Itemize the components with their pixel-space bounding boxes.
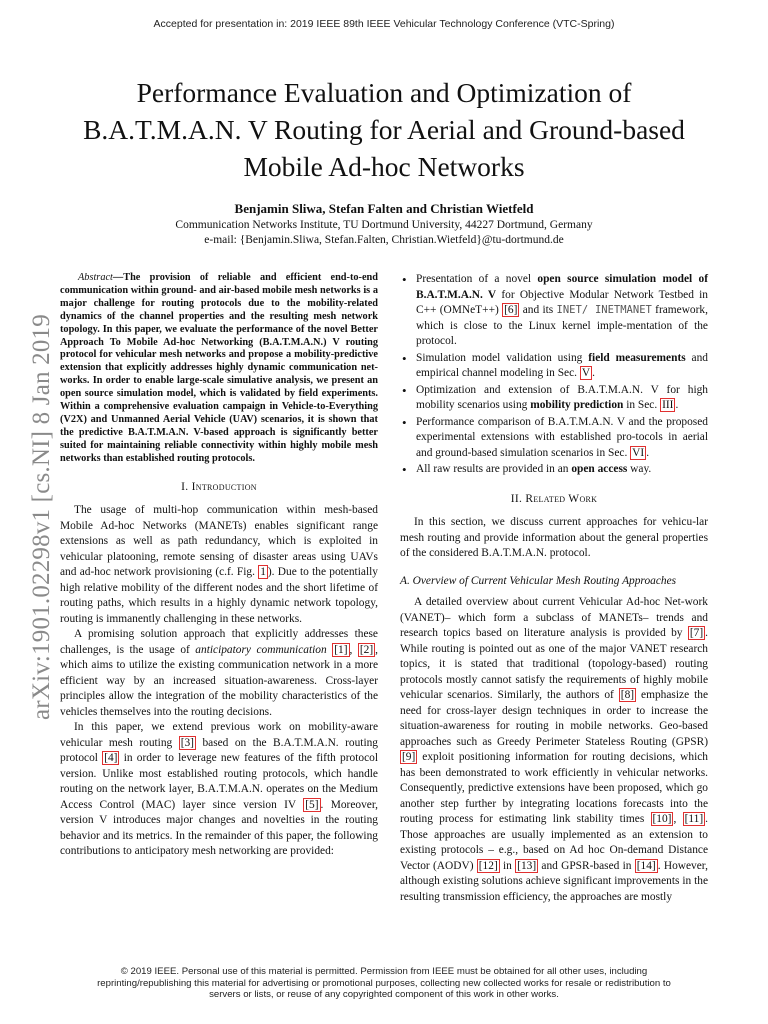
related-paragraph-1: In this section, we discuss current approaches for vehicu-lar mesh routing and provide information about the general properties of the considered B.A.T.M.A.N. protocol.: [400, 516, 708, 559]
email-line[interactable]: e-mail: {Benjamin.Sliwa, Stefan.Falten, Christian.Wietfeld}@tu-dortmund.de: [204, 234, 564, 246]
intro-paragraph-3: In this paper, we extend previous work on mobility-aware vehicular mesh routing [3] based on the B.A.T.M.A.N. routing protocol [4] in order to leverage new features of the fifth protocol version. Unlike most established routing protocols, which handle routing on the network layer, B.A.T.M.A.N. operates on the Medium Access Control (MAC) layer since version IV [5] . Moreover, version V introduces major changes and novelties in the routing behavior and its metrics. In the remainder of this paper, the following contributions to anticipatory mesh networking are provided:: [60, 721, 379, 858]
author-list: Benjamin Sliwa, Stefan Falten and Christian Wietfeld: [234, 201, 534, 216]
citation-link[interactable]: [8]: [620, 689, 635, 701]
copyright-notice: [90, 966, 678, 1001]
code-inetmanet: INETMANET: [594, 304, 652, 316]
citation-link[interactable]: [6]: [504, 304, 518, 316]
citation-link[interactable]: [9]: [402, 751, 416, 763]
citation-link[interactable]: [10]: [652, 813, 672, 825]
citation-link[interactable]: [2]: [359, 643, 374, 656]
citation-link[interactable]: [12]: [478, 859, 498, 872]
right-column: [400, 272, 708, 905]
subsection-heading: A. Overview of Current Vehicular Mesh Routing Approaches: [400, 574, 677, 587]
section-reference-link[interactable]: III: [662, 399, 674, 411]
citation-link[interactable]: [1]: [334, 643, 348, 656]
section-reference-link[interactable]: V: [581, 367, 591, 379]
arxiv-identifier[interactable]: arXiv:1901.02298v1 [cs.NI] 8 Jan 2019: [28, 314, 55, 720]
citation-link[interactable]: [3]: [180, 736, 194, 749]
conference-acceptance-note: Accepted for presentation in: 2019 IEEE 89th IEEE Vehicular Technology Conference (VTC-Spring): [153, 18, 615, 30]
intro-paragraph-1: The usage of multi-hop communication within mesh-based Mobile Ad-hoc Networks (MANETs) enables significant range extensions as well as path redundancy, which is exploited in vehicular platooning, remote sensing of disaster areas using UAVs and ad-hoc network provisioning (c.f. Fig. 1 ). Due to the potentially high relative mobility of the different nodes and the short lifetime of routing paths, which results in a highly dynamic network topology, routing is immanently challenging in these networks.: [60, 504, 378, 625]
section-heading-related-work: II. Related Work: [510, 492, 598, 505]
list-item: • Performance comparison of B.A.T.M.A.N. V and the proposed experimental extensions with established pro-tocols in aerial and ground-based simulation scenarios in Sec. VI .: [400, 415, 708, 462]
citation-link[interactable]: [11]: [684, 813, 704, 825]
citation-link[interactable]: [13]: [517, 859, 537, 872]
affiliation: Communication Networks Institute, TU Dortmund University, 44227 Dortmund, Germany: [175, 219, 593, 231]
section-heading-introduction: I. Introduction: [181, 480, 257, 493]
intro-paragraph-2: A promising solution approach that explicitly addresses these challenges, is the usage of anticipatory communication [1] , [2] , which aims to utilize the existing communication network in a more efficient way by an increased situation-awareness. Cross-layer principles allow the integration of the mobility characteristics of the vehicles themselves into the routing decisions.: [60, 628, 378, 718]
abstract-label: Abstract: [78, 272, 113, 283]
affiliation-block: [0, 218, 768, 248]
list-item: • All raw results are provided in an open access way.: [400, 462, 708, 478]
code-inet: INET: [556, 304, 582, 316]
figure-reference-link[interactable]: 1: [260, 566, 266, 579]
left-column: [60, 272, 378, 860]
section-reference-link[interactable]: VI: [632, 446, 645, 459]
abstract: [60, 272, 378, 466]
paper-title: Performance Evaluation and Optimization of B.A.T.M.A.N. V Routing for Aerial and Ground-based Mobile Ad-hoc Networks: [83, 77, 685, 182]
citation-link[interactable]: [5]: [305, 798, 319, 811]
citation-link[interactable]: [14]: [636, 859, 656, 872]
list-item: • Presentation of a novel open source simulation model of B.A.T.M.A.N. V for Objective Modular Network Testbed in C++ (OMNeT++) [6] and its INET/ INETMANET framework, which is close to the Linux kernel imple-mentation of the protocol.: [400, 272, 708, 350]
copyright-text: 2019 IEEE. Personal use of this material is permitted. Permission from IEEE must be obtained for all other uses, including reprinting/republishing this material for advertising or promotional purposes, collecting new collected works for resale or redistribution to servers or lists, or reuse of any copyrighted component of this work in other works.: [97, 966, 671, 1001]
related-paragraph-2: A detailed overview about current Vehicular Ad-hoc Net-work (VANET)– which form a subclass of MANETs– trends and research topics based on literature analysis is provided by [7] . While routing is pointed out as one of the major VANET research topics, it is stated that traditional (topology-based) routing protocols mostly cannot satisfy the requirements of highly mobile vehicular scenarios. Similarly, the authors of [8] emphasize the need for cross-layer design techniques in order to increase the situation-awareness for routing in mobile networks. Geo-based approaches such as Greedy Perimeter Stateless Routing (GPSR) [9] exploit positioning information for routing decisions, which has been demonstrated to work efficiently in vehicular networks. Consequently, predictive extensions have been proposed, which go another step further by integrating locations forecasts into the routing process for estimating link stability times [10] , [11] . Those approaches are usually implemented as an extension to existing protocols – e.g., based on Ad hoc On-demand Distance Vector (AODV) [12] in [13] and GPSR-based in [14] . However, although existing solutions achieve significant improvements in the resulting transmission efficiency, the approaches are mostly: [400, 596, 708, 903]
list-item: • Optimization and extension of B.A.T.M.A.N. V for high mobility scenarios using mobility prediction in Sec. III .: [400, 383, 708, 414]
citation-link[interactable]: [7]: [689, 627, 704, 639]
emphasis-text: anticipatory communication: [195, 643, 327, 656]
citation-link[interactable]: [4]: [104, 752, 118, 765]
abstract-text: —The provision of reliable and efficient end-to-end communication within ground- and air-based mobile mesh networks is a major challenge for routing protocols due to the mobility-related dynamics of the channel properties and the resulting mesh network topology. In this paper, we evaluate the performance of the novel Better Approach To Mobile Ad-hoc Networking (B.A.T.M.A.N.) V routing protocol for vehicular mesh networks and propose a mobility-predictive extension that explicitly addresses highly dynamic communication net-works. In order to enable large-scale simulative analysis, we present an open source simulation model, which is validated by field experiments. Within a comprehensive evaluation campaign in Vehicle-to-Everything (V2X) and Unmanned Aerial Vehicle (UAV) scenarios, it is shown that the predictive B.A.T.M.A.N. V-based approach is significantly better suited for maintaining reliable connectivity within highly mobile mesh networks than established routing protocols.: [60, 272, 378, 464]
copyright-icon: ©: [120, 966, 128, 977]
contribution-list: [400, 272, 708, 478]
list-item: • Simulation model validation using field measurements and empirical channel modeling in Sec. V .: [400, 351, 708, 382]
